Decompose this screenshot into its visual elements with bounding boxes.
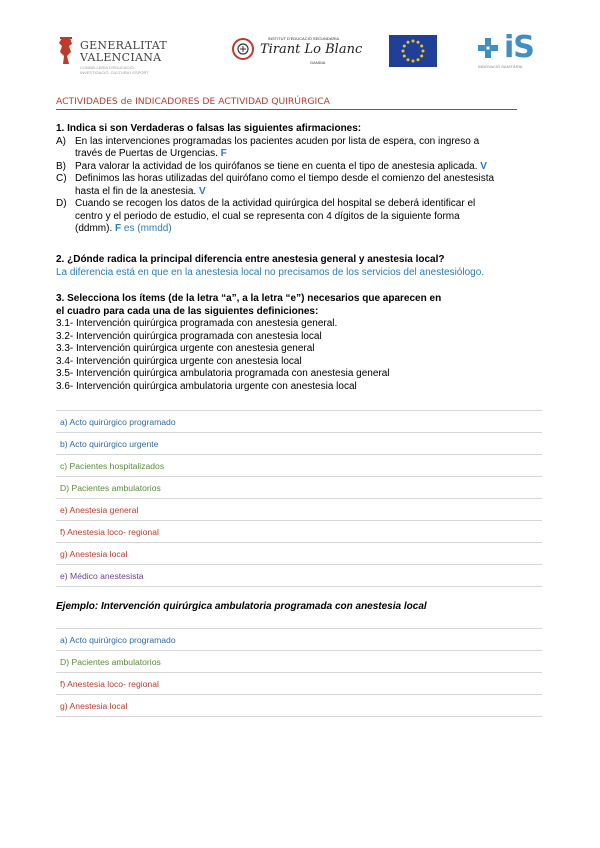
answer-badge: F (220, 148, 227, 159)
answer-badge: F (115, 223, 122, 234)
table-row (56, 455, 542, 477)
definition-item: 3.6- Intervención quirúrgica ambulatoria urgente con anestesia local (56, 380, 357, 392)
heraldic-lion-icon (56, 36, 76, 66)
table-row (56, 695, 542, 717)
definition-item: 3.4- Intervención quirúrgica urgente con anestesia local (56, 355, 302, 367)
tirant-name: Tirant Lo Blanc (260, 42, 363, 57)
table-row (56, 651, 542, 673)
answer-badge: V (480, 160, 487, 172)
question-3-heading: 3. Selecciona los ítems (de la letra “a”, a la letra “e”) necesarios que aparecen en (56, 293, 442, 304)
statement-letter: C) (56, 173, 67, 184)
generalitat-subtitle: CONSELLERIA D'EDUCACIÓ, INVESTIGACIÓ, CULTURA I ESPORT (80, 65, 149, 75)
table-row (56, 521, 542, 543)
definition-item: 3.1- Intervención quirúrgica programada con anestesia general. (56, 318, 338, 329)
table-row (56, 629, 542, 651)
table-row (56, 543, 542, 565)
table-row (56, 477, 542, 499)
question-3 (56, 293, 546, 393)
is-subtitle: INNOVACIÓ SANITÀRIA (478, 64, 523, 69)
question-2-answer: La diferencia está en que en la anestesia local no precisamos de los servicios del anestesiólogo. (56, 266, 485, 278)
table-cell: g) Anestesia local (56, 543, 542, 565)
table-row (56, 411, 542, 433)
innovacion-sanitaria-logo (478, 30, 550, 72)
tirant-topline: INSTITUT D'EDUCACIÓ SECUNDÀRIA (268, 36, 340, 41)
statement-a: A) En las intervenciones programadas los pacientes acuden por lista de espera, con ingreso a través de Puertas de Urgencias. F (56, 135, 480, 159)
statement-letter: D) (56, 198, 67, 209)
tirant-city: GANDIA (310, 60, 326, 65)
table-cell: a) Acto quirúrgico programado (56, 411, 542, 433)
school-seal-icon (232, 38, 254, 60)
table-cell: D) Pacientes ambulatorios (56, 477, 542, 499)
health-cross-icon (478, 38, 498, 58)
question-1-heading: 1. Indica si son Verdaderas o falsas las siguientes afirmaciones: (56, 123, 362, 134)
table-cell: f) Anestesia loco- regional (56, 521, 542, 543)
table-cell: D) Pacientes ambulatorios (56, 651, 542, 673)
statement-b: B) Para valorar la actividad de los quirófanos se tiene en cuenta el tipo de anestesia aplicada. V (56, 160, 487, 172)
header-logos (0, 30, 600, 80)
statement-letter: A) (56, 135, 66, 147)
eu-flag-icon (389, 35, 437, 67)
example-table (56, 628, 542, 717)
table-cell: e) Médico anestesista (56, 565, 542, 587)
table-cell: g) Anestesia local (56, 695, 542, 717)
question-2-heading: 2. ¿Dónde radica la principal diferencia entre anestesia general y anestesia local? (56, 254, 445, 265)
answer-note: es (mmdd) (123, 223, 172, 234)
table-cell: a) Acto quirúrgico programado (56, 629, 542, 651)
table-row (56, 673, 542, 695)
definition-item: 3.2- Intervención quirúrgica programada con anestesia local (56, 330, 322, 342)
page-title: ACTIVIDADES de INDICADORES DE ACTIVIDAD QUIRÚRGICA (56, 96, 517, 110)
statement-c: C) Definimos las horas utilizadas del quirófano como el tiempo desde el comienzo del anestesista hasta el fin de la anestesia. V (56, 173, 495, 197)
statement-d: D) Cuando se recogen los datos de la actividad quirúrgica del hospital se deberá identificar el centro y el periodo de estudio, el cual se representa con 4 dígitos de la siguiente forma (ddmm). F es (mmdd) (56, 198, 476, 234)
table-cell: f) Anestesia loco- regional (56, 673, 542, 695)
table-row (56, 499, 542, 521)
table-cell: e) Anestesia general (56, 499, 542, 521)
table-row (56, 433, 542, 455)
answer-badge: V (198, 185, 206, 197)
question-2 (56, 254, 546, 279)
question-1 (56, 123, 546, 236)
statement-letter: B) (56, 160, 66, 172)
definition-item: 3.5- Intervención quirúrgica ambulatoria programada con anestesia general (56, 368, 390, 379)
example-heading: Ejemplo: Intervención quirúrgica ambulatoria programada con anestesia local (56, 601, 427, 612)
generalitat-logo (56, 36, 166, 80)
table-cell: b) Acto quirúrgico urgente (56, 433, 542, 455)
items-table (56, 410, 542, 587)
is-mark: iS (504, 30, 534, 65)
definition-item: 3.3- Intervención quirúrgica urgente con anestesia general (56, 343, 315, 354)
generalitat-name: GENERALITAT VALENCIANA (80, 39, 168, 64)
table-cell: c) Pacientes hospitalizados (56, 455, 542, 477)
question-3-heading-cont: el cuadro para cada una de las siguientes definiciones: (56, 305, 319, 317)
table-row (56, 565, 542, 587)
tirant-lo-blanc-logo (232, 36, 372, 72)
